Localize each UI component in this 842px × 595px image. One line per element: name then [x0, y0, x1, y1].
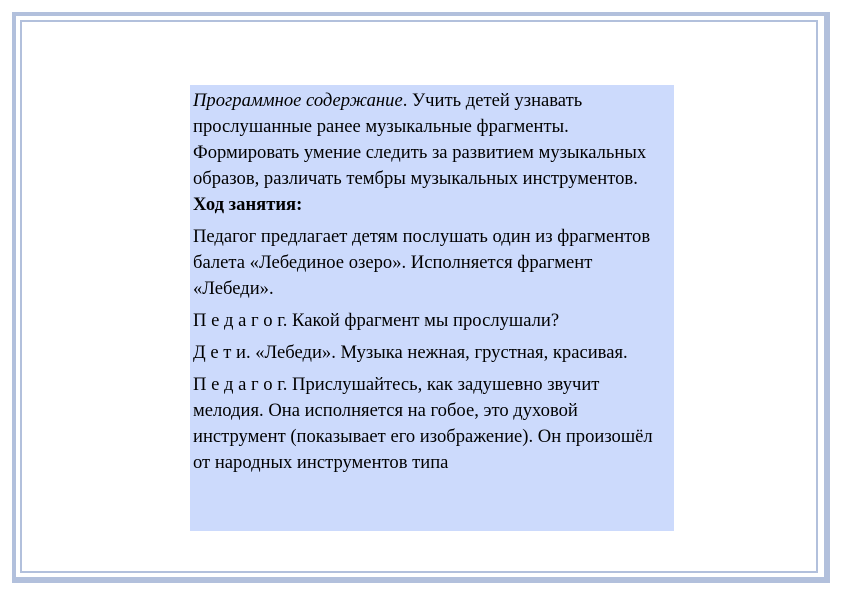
program-content-paragraph: [193, 88, 674, 192]
program-content-text: . Учить детей узнавать прослушанные ранее музыкальные фрагменты. Формировать умение следить за развитием музыкальных образов, различать тембры музыкальных инструментов.: [193, 90, 647, 189]
lesson-paragraph-3: Д е т и. «Лебеди». Музыка нежная, грустная, красивая.: [193, 342, 628, 363]
lesson-paragraph-1: Педагог предлагает детям послушать один из фрагментов балета «Лебединое озеро». Исполняется фрагмент «Лебеди».: [193, 226, 651, 299]
lesson-paragraph-2: П е д а г о г. Какой фрагмент мы прослушали?: [193, 310, 560, 331]
lesson-text-box: [190, 85, 674, 531]
lesson-paragraph-4: П е д а г о г. Прислушайтесь, как задушевно звучит мелодия. Она исполняется на гобое, это духовой инструмент (показывает его изображение). Он произошёл от народных инструментов типа: [193, 374, 653, 473]
lesson-heading: Ход занятия:: [193, 194, 303, 215]
program-content-label: Программное содержание: [193, 90, 403, 111]
